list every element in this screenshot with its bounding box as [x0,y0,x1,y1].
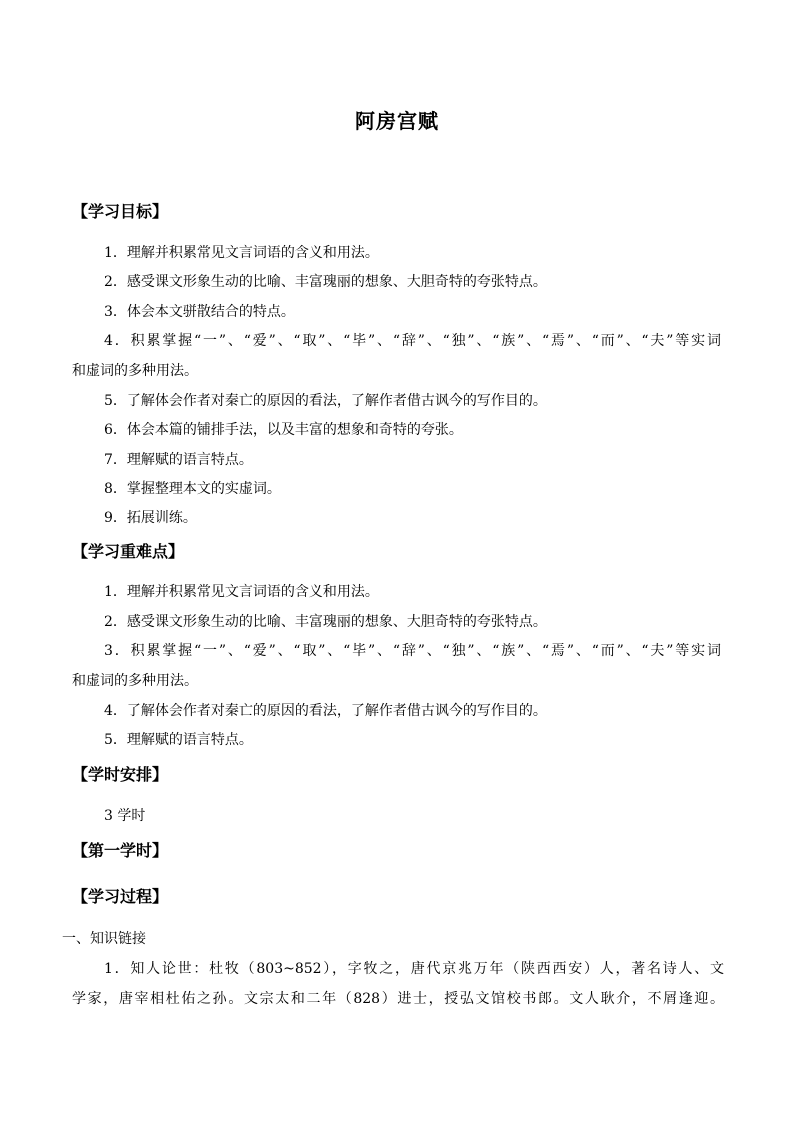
objectives-heading: 【学习目标】 [72,202,169,221]
objective-item-1: 1．理解并积累常见文言词语的含义和用法。 [104,245,379,261]
key-point-item-2: 2．感受课文形象生动的比喻、丰富瑰丽的想象、大胆奇特的夸张特点。 [104,614,547,630]
key-point-item-5: 5．理解赋的语言特点。 [104,732,253,748]
key-point-item-3: 3．积累掌握“一”、“爱”、“取”、“毕”、“辞”、“独”、“族”、“焉”、“而”、“夫”等实词 [104,643,721,659]
key-point-item-3-continued: 和虚词的多种用法。 [72,673,198,689]
key-point-item-1: 1．理解并积累常见文言词语的含义和用法。 [104,584,379,600]
process-heading: 【学习过程】 [72,887,169,906]
process-paragraph-line-2: 学家，唐宰相杜佑之孙。文宗太和二年（828）进士，授弘文馆校书郎。文人耿介，不屑逢迎。 [72,991,724,1007]
key-point-item-4: 4．了解体会作者对秦亡的原因的看法，了解作者借古讽今的写作目的。 [104,703,547,719]
first-period-heading: 【第一学时】 [72,841,169,860]
schedule-text: 3 学时 [104,808,146,824]
process-subheading: 一、知识链接 [62,931,146,947]
schedule-heading: 【学时安排】 [72,765,169,784]
process-paragraph-line-1: 1．知人论世：杜牧（803~852），字牧之，唐代京兆万年（陕西西安）人，著名诗人、文 [104,961,724,977]
objective-item-6: 6．体会本篇的铺排手法，以及丰富的想象和奇特的夸张。 [104,422,463,438]
document-title: 阿房宫赋 [355,109,439,133]
objective-item-8: 8．掌握整理本文的实虚词。 [104,481,281,497]
objective-item-5: 5．了解体会作者对秦亡的原因的看法，了解作者借古讽今的写作目的。 [104,393,547,409]
objective-item-2: 2．感受课文形象生动的比喻、丰富瑰丽的想象、大胆奇特的夸张特点。 [104,274,547,290]
objective-item-7: 7．理解赋的语言特点。 [104,452,253,468]
objective-item-4: 4．积累掌握“一”、“爱”、“取”、“毕”、“辞”、“独”、“族”、“焉”、“而”、“夫”等实词 [104,333,721,349]
key-points-heading: 【学习重难点】 [72,542,185,561]
objective-item-4-continued: 和虚词的多种用法。 [72,363,198,379]
objective-item-3: 3．体会本文骈散结合的特点。 [104,304,295,320]
objective-item-9: 9．拓展训练。 [104,510,197,526]
